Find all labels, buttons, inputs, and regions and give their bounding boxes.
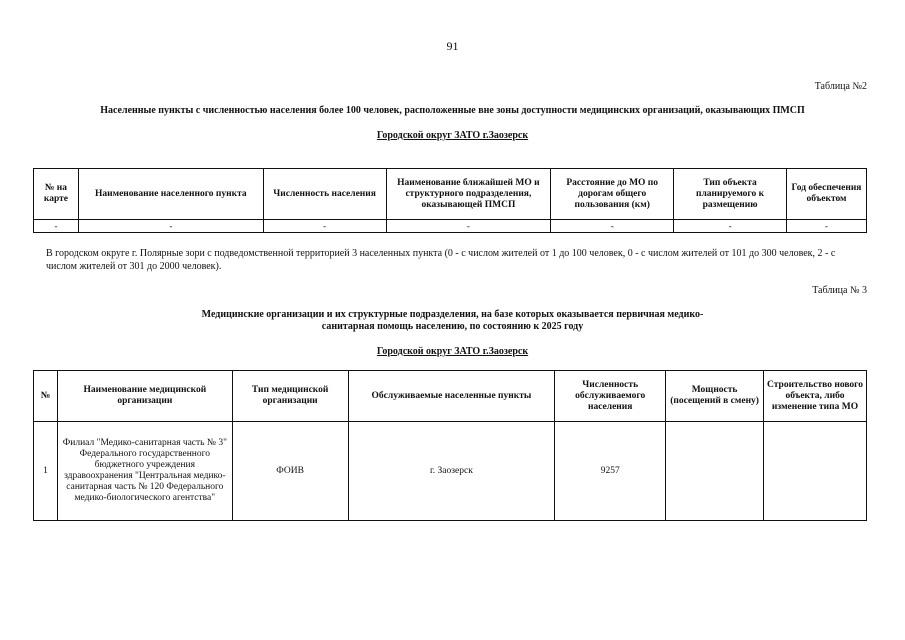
table3-header-row xyxy=(34,371,867,422)
table2-cell: - xyxy=(263,220,386,233)
table-row xyxy=(34,422,867,521)
table2-cell: - xyxy=(78,220,263,233)
table2-cell: - xyxy=(551,220,674,233)
table3-label: Таблица № 3 xyxy=(812,285,867,296)
table3-col-header: Мощность (посещений в смену) xyxy=(666,371,764,422)
table3 xyxy=(33,370,867,521)
table3-cell: 1 xyxy=(34,422,58,521)
table3-col-header: Обслуживаемые населенные пункты xyxy=(348,371,555,422)
table3-col-header: Тип медицинской организации xyxy=(232,371,348,422)
table3-subheading: Городской округ ЗАТО г.Заозерск xyxy=(376,346,529,357)
table3-col-header: № xyxy=(34,371,58,422)
table2 xyxy=(33,168,867,233)
table3-cell: г. Заозерск xyxy=(348,422,555,521)
table3-col-header: Наименование медицинской организации xyxy=(57,371,232,422)
table2-col-header: № на карте xyxy=(34,169,79,220)
table2-subheading: Городской округ ЗАТО г.Заозерск xyxy=(376,130,529,141)
table3-cell xyxy=(666,422,764,521)
table2-col-header: Расстояние до МО по дорогам общего пользования (км) xyxy=(551,169,674,220)
table-row xyxy=(34,220,867,233)
table2-cell: - xyxy=(34,220,79,233)
table3-col-header: Численность обслуживаемого населения xyxy=(555,371,666,422)
table2-col-header: Наименование населенного пункта xyxy=(78,169,263,220)
table2-col-header: Год обеспечения объектом xyxy=(787,169,867,220)
table2-cell: - xyxy=(674,220,787,233)
table2-cell: - xyxy=(787,220,867,233)
table2-col-header: Наименование ближайшей МО и структурного подразделения, оказывающей ПМСП xyxy=(386,169,551,220)
table3-heading: Медицинские организации и их структурные подразделения, на базе которых оказывается первичная медико-санитарная помощь населению, по состоянию к 2025 году xyxy=(201,309,704,332)
note-paragraph: В городском округе г. Полярные зори с подведомственной территорией 3 населенных пункта (0 - с числом жителей от 1 до 100 человек, 0 - с числом жителей от 101 до 300 человек, 2 - с числом жителей от 301 до 2000 человек). xyxy=(46,248,836,272)
table2-header-row xyxy=(34,169,867,220)
table3-col-header: Строительство нового объекта, либо изменение типа МО xyxy=(764,371,867,422)
table2-label: Таблица №2 xyxy=(814,81,867,92)
table2-col-header: Численность населения xyxy=(263,169,386,220)
table2-col-header: Тип объекта планируемого к размещению xyxy=(674,169,787,220)
table3-cell: ФОИВ xyxy=(232,422,348,521)
table3-cell: Филиал "Медико-санитарная часть № 3" Федерального государственного бюджетного учреждения здравоохранения "Центральная медико-санитарная часть № 120 Федерального медико-биологического агентства" xyxy=(57,422,232,521)
table3-cell: 9257 xyxy=(555,422,666,521)
table2-heading: Населенные пункты с численностью населения более 100 человек, расположенные вне зоны доступности медицинских организаций, оказывающих ПМСП xyxy=(100,105,805,116)
page-number: 91 xyxy=(446,39,459,53)
table3-cell xyxy=(764,422,867,521)
table2-cell: - xyxy=(386,220,551,233)
